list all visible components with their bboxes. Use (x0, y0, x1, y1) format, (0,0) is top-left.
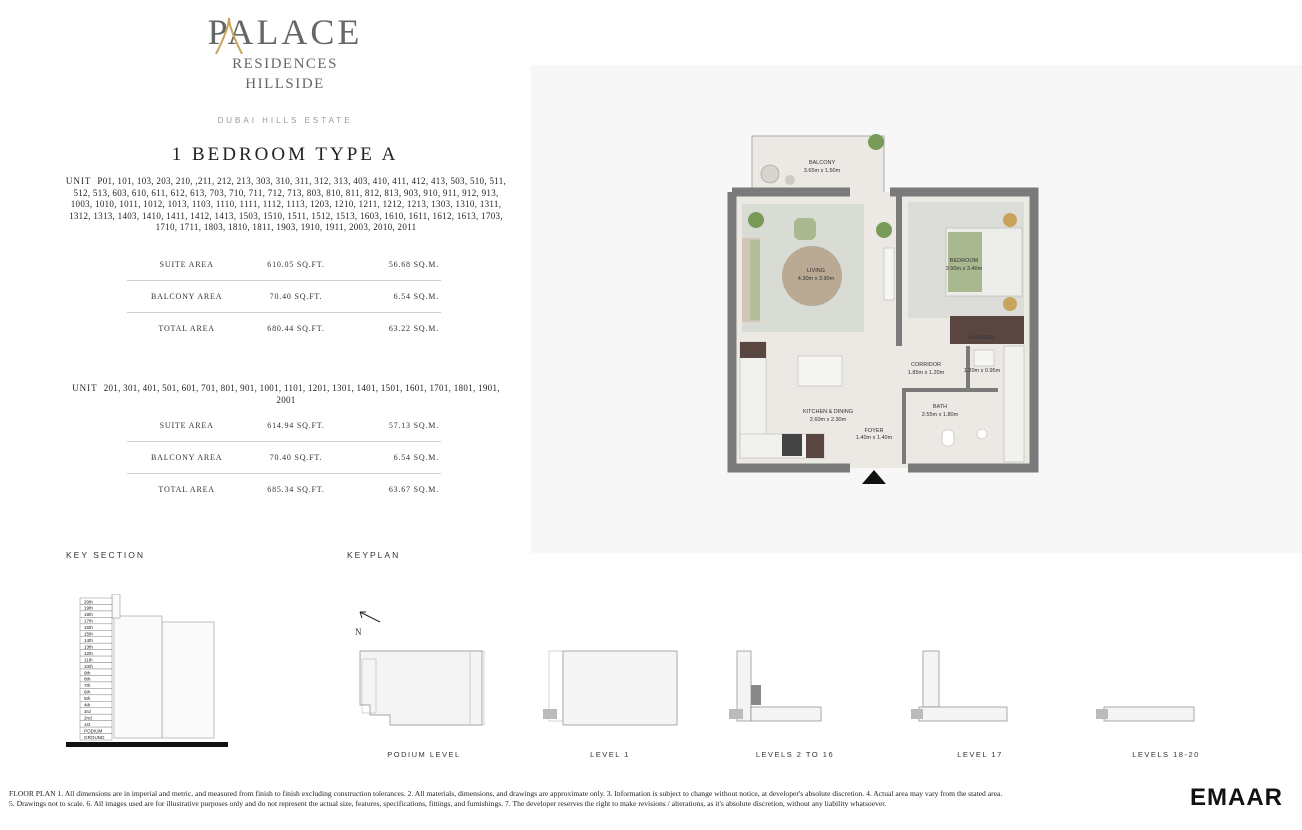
basin-icon (977, 429, 987, 439)
wardrobe-hall (1004, 346, 1024, 462)
room-bedroom-name: BEDROOM (949, 258, 979, 264)
key-section-diagram (64, 594, 230, 750)
floor-plan-drawing (720, 128, 1050, 488)
room-foyer-dims: 1.40m x 1.40m (855, 435, 893, 441)
floor-label: 16th (84, 625, 93, 631)
table-row (127, 249, 441, 281)
room-balcony-name: BALCONY (808, 160, 836, 166)
brand-name: PALACE (207, 12, 363, 52)
keyplan-podium (350, 645, 500, 741)
kitchen-cabinet (740, 342, 766, 358)
keyplan-label: KEYPLAN (347, 550, 401, 560)
floor-label: GROUND (84, 734, 105, 740)
unit-prefix: UNIT (72, 383, 98, 393)
area-sqft: 680.44 SQ.FT. (267, 324, 325, 333)
room-foyer-name: FOYER (864, 428, 884, 434)
floor-label: 1st (84, 721, 91, 727)
balcony-table (785, 175, 795, 185)
keyplan-level-label: LEVELS 18-20 (1132, 750, 1200, 759)
area-table-group-2 (127, 410, 441, 505)
cooktop-icon (782, 434, 802, 456)
partition-wall (896, 196, 902, 346)
floor-label: 15th (84, 631, 93, 637)
unit-numbers: P01, 101, 103, 203, 210, ,211, 212, 213, 303, 310, 311, 312, 313, 403, 410, 411, 412, 413, 503, 510, 511, 512, 513, 603, 610, 611, 612, 613, 703, 710, 711, 712, 713, 803, 810, 811, 812, 813, 903, 910, 911, 912, 913, 1003, 1010, 1011, 1012, 1013, 1103, 1110, 1111, 1112, 1113, 1203, 1210, 1211, 1212, 1213, 1303, 1310, 1311, 1312, 1313, 1403, 1410, 1411, 1412, 1413, 1503, 1510, 1511, 1512, 1513, 1603, 1610, 1611, 1612, 1613, 1703, 1710, 1711, 1803, 1810, 1811, 1903, 1910, 1911, 2003, 2010, 2011 (69, 176, 507, 232)
room-kitchen-name: KITCHEN & DINING (802, 409, 854, 415)
room-kitchen-dims: 2.60m x 2.30m (809, 417, 847, 423)
unit-list-group-1 (62, 176, 510, 234)
floor-label: PODIUM (84, 728, 103, 734)
area-sqm: 63.22 SQ.M. (388, 324, 439, 333)
area-sqm: 57.13 SQ.M. (346, 410, 441, 442)
key-section-label: KEY SECTION (66, 550, 145, 560)
room-corridor-name: CORRIDOR (911, 362, 941, 368)
brand-logo (180, 10, 390, 125)
plant-icon (876, 222, 892, 238)
entrance-arrow-icon (862, 470, 886, 484)
area-sqm: 6.54 SQ.M. (346, 281, 441, 313)
plant-icon (748, 212, 764, 228)
keyplan-level-label: LEVELS 2 TO 16 (755, 750, 835, 759)
floor-label: 11th (84, 657, 93, 663)
brand-location: DUBAI HILLS ESTATE (217, 116, 353, 125)
room-bath-dims: 2.55m x 1.80m (921, 412, 959, 418)
keyplan-level-17 (905, 645, 1055, 741)
brand-subtitle-1: RESIDENCES (232, 56, 338, 72)
area-label: BALCONY AREA (127, 281, 246, 313)
developer-logo: EMAAR (1190, 784, 1283, 811)
area-sqm: 56.68 SQ.M. (346, 249, 441, 281)
area-sqft: 70.40 SQ.FT. (246, 281, 345, 313)
floor-label: 3rd (84, 708, 91, 714)
footnote (9, 789, 1179, 809)
room-laundry-dims: 1.20m x 0.95m (963, 368, 1001, 374)
footnote-line-1: FLOOR PLAN 1. All dimensions are in imperial and metric, and measured from finish to finish excluding construction tolerances. 2. All materials, dimensions, and drawings are approximate only. 3. Information is subject to change without notice, at developer's absolute discretion. 4. Actual area may vary from the stated area. (9, 789, 1003, 798)
tower-section (114, 616, 162, 738)
table-row (127, 442, 441, 474)
tv-unit (884, 248, 894, 300)
floor-label: 8th (84, 676, 91, 682)
floor-label: 4th (84, 702, 91, 708)
tower-section (112, 594, 120, 618)
palace-arch-icon (214, 18, 244, 54)
floor-label: 2nd (84, 715, 92, 721)
unit-list-group-2 (62, 383, 510, 406)
area-sqft: 610.05 SQ.FT. (246, 249, 345, 281)
toilet-icon (942, 430, 954, 446)
area-sqm: 63.67 SQ.M. (388, 485, 439, 494)
floor-label: 6th (84, 689, 91, 695)
area-sqft: 685.34 SQ.FT. (267, 485, 325, 494)
keyplan-level-label: LEVEL 1 (590, 750, 630, 759)
room-bath-name: BATH (932, 404, 948, 410)
keyplan-level-label: PODIUM LEVEL (387, 750, 461, 759)
floor-label: 10th (84, 663, 93, 669)
brand-subtitle-2: HILLSIDE (245, 76, 325, 92)
room-living-name: LIVING (806, 268, 826, 274)
room-balcony-dims: 3.65m x 1.50m (803, 168, 841, 174)
floor-label: 14th (84, 637, 93, 643)
lamp-icon (1003, 213, 1017, 227)
dining-table (798, 356, 842, 386)
bath-wall (902, 388, 998, 392)
plant-icon (868, 134, 884, 150)
area-label: SUITE AREA (127, 410, 246, 442)
floor-label: 9th (84, 670, 91, 676)
floor-label: 13th (84, 644, 93, 650)
footnote-line-2: 5. Drawings not to scale. 6. All images used are for illustrative purposes only and do not represent the actual size, features, specifications, fittings, and furnishings. 7. The developer reserves the right to make revisions / alterations, as it's absolute discretion, without any liability whatsoever. (9, 799, 887, 808)
room-bedroom-dims: 3.90m x 3.40m (945, 266, 983, 272)
tower-section (162, 622, 214, 738)
floor-label: 17th (84, 618, 93, 624)
area-label: TOTAL AREA (158, 324, 215, 333)
washer-icon (974, 350, 994, 366)
unit-prefix: UNIT (65, 176, 92, 186)
kitchen-cabinet (806, 434, 824, 458)
area-sqft: 70.40 SQ.FT. (246, 442, 345, 474)
bath-wall (902, 392, 906, 464)
unit-numbers: 201, 301, 401, 501, 601, 701, 801, 901, 1001, 1101, 1201, 1301, 1401, 1501, 1601, 1701, 1801, 1901, 2001 (103, 383, 500, 405)
room-laundry-name: LAUNDRY (968, 335, 996, 341)
balcony-chair (761, 165, 779, 183)
floor-label: 5th (84, 696, 91, 702)
room-living-dims: 4.30m x 3.90m (797, 276, 835, 282)
floor-stack (80, 598, 112, 740)
area-label: BALCONY AREA (127, 442, 246, 474)
armchair (794, 218, 816, 240)
area-sqm: 6.54 SQ.M. (346, 442, 441, 474)
north-arrow-icon (356, 608, 386, 628)
table-row (127, 281, 441, 313)
lamp-icon (1003, 297, 1017, 311)
table-row (127, 474, 441, 506)
area-label: SUITE AREA (127, 249, 246, 281)
keyplan-level-label: LEVEL 17 (957, 750, 1003, 759)
area-label: TOTAL AREA (158, 485, 215, 494)
keyplan-levels-2-16 (723, 645, 873, 741)
floor-label: 19th (84, 605, 93, 611)
room-corridor-dims: 1.85m x 1.20m (907, 370, 945, 376)
table-row (127, 313, 441, 345)
floor-label: 7th (84, 683, 91, 689)
area-table-group-1 (127, 249, 441, 344)
unit-type-title: 1 BEDROOM TYPE A (171, 144, 399, 165)
floor-label: 18th (84, 612, 93, 618)
keyplan-levels-18-20 (1090, 645, 1240, 741)
ground-line (66, 742, 228, 747)
north-label: N (355, 627, 362, 637)
area-sqft: 614.94 SQ.FT. (246, 410, 345, 442)
table-row (127, 410, 441, 442)
floor-label: 12th (84, 650, 93, 656)
keyplan-level-1 (537, 645, 687, 741)
floor-label: 20th (84, 599, 93, 605)
sofa-cushions (750, 240, 760, 320)
